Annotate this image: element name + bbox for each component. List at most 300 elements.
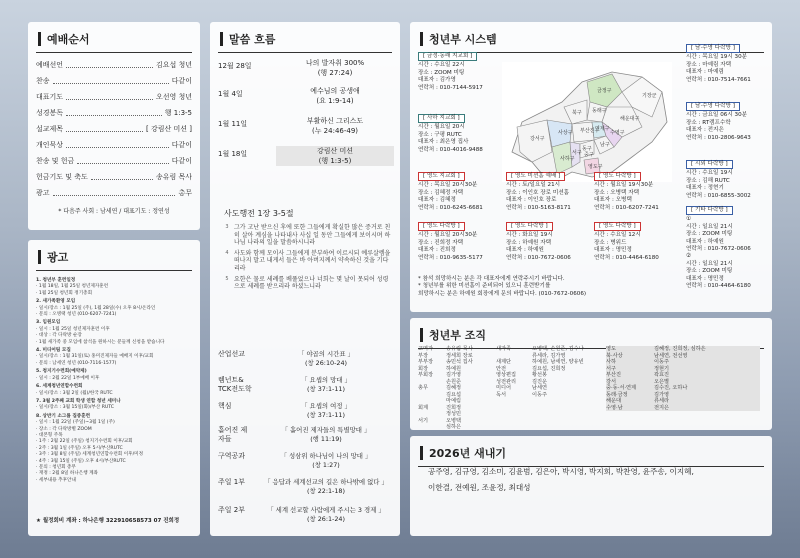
box-line: 대표자 : 김가영 [418, 77, 456, 84]
program-title-block [258, 478, 394, 496]
box-line: 시간 : 목요일 20시30분 [418, 182, 478, 189]
map-label: 동래구 [592, 108, 607, 114]
org-cell: 중·동·서·연제 [606, 385, 637, 391]
map-label: 금정구 [597, 88, 612, 94]
org-col-team [496, 346, 532, 398]
box-line: 시간 : 목요일 19시 30분 [686, 54, 748, 61]
map-label: 연제구 [595, 126, 610, 132]
org-cell: 해운대 [606, 398, 622, 404]
org-cell: 강서 [606, 378, 617, 385]
box-line: 시간 : 일요일 21시 [686, 223, 733, 230]
box-line: 시간 : 토/일요일 21시 [506, 182, 561, 189]
divider [36, 270, 192, 271]
org-cell: 김진운 [532, 378, 548, 385]
box-line: 연락처 : 010-4464-6180 [594, 254, 659, 261]
box-yeongdo-4 [418, 222, 483, 262]
ad-item: · 장소 : 각 다락방별 ZOOM [36, 426, 92, 432]
verse-number: 4 [225, 249, 229, 256]
header-bar [38, 250, 41, 264]
ad-item: 2. 새가족환영 모임 [36, 299, 76, 305]
map-label: 강서구 [530, 136, 545, 142]
map-label: 동구 [582, 146, 592, 152]
org-cell: 수영·남 [606, 404, 623, 411]
org-cell: 독서 [496, 391, 507, 398]
program-ref: (창 26:1-24) [307, 515, 345, 523]
worship-row [36, 76, 192, 86]
box-line: 대표자 : 하예원 [506, 247, 544, 254]
reading-title: 사도행전 1장 3-5절 [224, 209, 294, 218]
org-cell: 송유림 목사 [446, 346, 473, 352]
org-cell: 손원준 [446, 378, 462, 385]
map-label: 사상구 [558, 130, 573, 136]
verse-text: 그가 고난 받으신 후에 또한 그들에게 확실한 많은 증거로 친히 살아 계심을 나타내사 사십 일 동안 그들에게 보이시며 하나님 나라의 일을 말씀하시니라 [234, 224, 391, 247]
box-line: 장소 : 하예원 자택 [506, 239, 552, 246]
worship-item: 개인묵상 [36, 141, 64, 149]
org-cell: 전지은 [654, 404, 670, 411]
ad-item: · 1월 새가족 중 모임에 참석을 원하시는 분들께 신청을 받습니다 [36, 339, 165, 345]
box-line: 연락처 : 010-7672-0606 [506, 254, 571, 261]
header-bar [220, 32, 223, 46]
sermon-date: 1월 18일 [218, 150, 248, 158]
leader-dots [53, 195, 176, 196]
ad-item: · 일시 : 2월 22일 1부예배 이후 [36, 375, 100, 381]
box-line: 연락처 : 010-6207-7241 [594, 204, 659, 211]
box-line: 시간 : 월요일 20시 [418, 124, 465, 131]
ad-item: · 대상 : 각 다락방 순장 [36, 333, 82, 339]
worship-value: 오선영 청년 [155, 93, 192, 101]
org-title: 청년부 조직 [429, 329, 486, 342]
ad-item: · 2주 : 3월 1일 (주일) 오후 5시/부산RUTC [36, 445, 123, 451]
worship-item: 광고 [36, 189, 50, 197]
program-title: 「 요셉의 여정 」 [301, 402, 351, 410]
org-cell: 사하 [606, 359, 617, 365]
worship-item: 찬송 및 헌금 [36, 157, 75, 165]
ad-item: · 일시 : 1월 22일 (주일)~3월 1일 (주) [36, 420, 115, 426]
system-panel [410, 22, 772, 312]
box-title: [ 영도 다락방 ] [594, 172, 641, 181]
org-cell: 부산진 [606, 372, 622, 378]
org-cell: 영도 [606, 346, 617, 352]
org-cell: 총무 [418, 385, 429, 391]
org-cell: 부회장 [418, 372, 434, 378]
org-col-team-members [532, 346, 602, 398]
program-title: 「 요셉의 망대 」 [301, 376, 351, 384]
sermon-title: 예수님의 공생애 [310, 87, 360, 95]
box-title: [ 영도 다락방 ] [506, 222, 553, 231]
divider [36, 52, 192, 53]
box-line: 장소 : 김해 RUTC [686, 177, 730, 184]
box-line: 시간 : 일요일 21시 [686, 260, 733, 267]
box-line: ① [686, 216, 692, 223]
system-title: 청년부 시스템 [429, 33, 497, 46]
program-ref: (창 37:1-11) [307, 411, 345, 419]
system-notes [418, 276, 758, 298]
org-cell: 곽효진 [654, 372, 670, 378]
ads-title: 광고 [47, 251, 69, 264]
org-panel [410, 318, 772, 430]
org-cell: 정현기 [654, 365, 670, 372]
worship-item: 헌금기도 및 축도 [36, 173, 88, 181]
org-cell: 새가족 [496, 346, 512, 352]
program-name: 주일 1부 [218, 478, 245, 486]
verse-number: 5 [225, 275, 229, 282]
worship-header [28, 28, 200, 50]
box-line: 장소 : RT캠프수학 [686, 119, 731, 126]
box-geumjeong [418, 52, 483, 92]
leader-dots [91, 179, 153, 180]
org-cell: 미디어 [496, 385, 512, 391]
box-line: 연락처 : 010-9635-5177 [418, 254, 483, 261]
program-ref: (창 26:10-24) [304, 359, 348, 367]
ad-item: 8. 상반기 소그룹 집중훈련 [36, 413, 91, 419]
program-title: 「 흩어진 제자들의 특별망대 」 [281, 426, 371, 434]
worship-title: 예배순서 [47, 33, 90, 46]
org-cell: 북·사상 [606, 352, 623, 359]
box-line: 연락처 : 010-6855-3002 [686, 192, 751, 199]
org-cell: 김가영 [446, 372, 462, 378]
ad-item: · 문의 : 청년회 총무 [36, 464, 76, 470]
box-title: [ 영도 지교회 ] [418, 172, 465, 181]
divider [218, 52, 392, 53]
header-bar [420, 446, 423, 460]
org-cell: 오병택, 손원준, 김수나 [532, 346, 584, 352]
leader-dots [66, 67, 153, 68]
box-line: 대표자 : 오병택 [594, 197, 632, 204]
org-cell: 영상편집 [496, 372, 517, 378]
program-title-block [258, 376, 394, 394]
box-namsuyeong-2 [686, 102, 751, 142]
program-ref: (창 1:27) [312, 461, 340, 469]
map-label: 중구 [584, 152, 594, 158]
worship-row [36, 188, 192, 198]
box-line: 대표자 : 진희정 [418, 247, 456, 254]
program-title-block [258, 452, 394, 470]
program-name: 구역공과 [218, 452, 246, 460]
program-title-block [258, 506, 394, 524]
leader-dots [53, 83, 169, 84]
org-col-leaders [654, 346, 760, 411]
sermon-date: 1월 4일 [218, 90, 243, 98]
sermon-title: 나의 발자취 300% [305, 59, 365, 67]
ad-item: 3. 임원모임 [36, 320, 61, 326]
box-city [686, 160, 751, 200]
worship-note: * 다음주 사회 : 남세연 / 대표기도 : 정연성 [58, 208, 170, 215]
ad-item: · 1주 : 2월 22일 (주일) 청지기수련회 이후/교회 [36, 439, 133, 445]
org-cell: 회장 [418, 365, 429, 372]
ad-item: · 재정 : 2월 8일 하나은행 계좌 [36, 471, 98, 477]
leader-dots [66, 131, 143, 132]
sermon-panel [210, 22, 400, 536]
box-line: 연락처 : 010-7672-0606 [686, 246, 751, 253]
map-label: 수영구 [610, 130, 625, 136]
worship-item: 대표기도 [36, 93, 64, 101]
sermon-date: 12월 28일 [218, 62, 252, 70]
worship-row [36, 172, 192, 182]
ad-item: · 일시/장소 : 1월 31일(토) 홍미진제자들 예배지 이후/교회 [36, 354, 154, 360]
map-label: 북구 [572, 110, 582, 116]
org-cell: 하예원 [446, 365, 462, 372]
sermon-header [210, 28, 400, 50]
box-title: [ 남·수영 다락방 ] [686, 102, 740, 111]
org-cell: 마예림 [446, 398, 462, 404]
newcomers-panel [410, 436, 772, 536]
ad-item: · 일시 : 1월 25일 청년제자훈련 이후 [36, 326, 110, 332]
box-line: 시간 : 수요일 19시 [686, 170, 733, 177]
box-line: 시간 : 금요일 06시 30분 [686, 112, 748, 119]
program-name: 산업선교 [218, 350, 246, 358]
worship-row [36, 140, 192, 150]
box-line: 대표자 : 명민정 [594, 247, 632, 254]
program-title-block [258, 426, 394, 444]
header-bar [420, 32, 423, 46]
org-cell: 김가영 [654, 391, 670, 398]
map-label: 부산진구 [580, 128, 600, 134]
note-line: * 청년부를 위한 미션홈이 준비되어 있으니 훈련받기를 [418, 283, 551, 290]
verse-text: 사도와 함께 모이사 그들에게 분부하여 이르시되 예루살렘을 떠나지 말고 내게서 들은 바 아버지께서 약속하신 것을 기다리라 [234, 249, 391, 272]
org-cell: 정세희 장로 [446, 352, 473, 359]
org-cell: 부장 [418, 352, 429, 359]
org-col-role [418, 346, 444, 424]
program-title: 「 성삼위 하나님이 나의 망대 」 [280, 452, 372, 460]
ad-item: 4. 미디어팀 모집 [36, 348, 71, 354]
ad-item: · 문의 : 남세연 청년 (010-7116-1577) [36, 360, 117, 366]
sermon-title: 말씀 흐름 [229, 33, 276, 46]
org-cell: 김요섭 [446, 391, 462, 398]
box-line: 대표자 : 명민정 [686, 275, 724, 282]
names-line: 공주영, 김규영, 김소미, 김윤범, 김은아, 박시영, 박지희, 박찬영, 윤주송, 이지혜, [428, 467, 694, 476]
verse [220, 276, 392, 291]
map-label: 서구 [572, 150, 582, 156]
verse-number: 3 [225, 224, 229, 230]
sermon-title: 강림산 미션 [316, 147, 354, 155]
worship-value: 행 1:3-5 [164, 109, 192, 117]
worship-value: 다같이 [171, 157, 192, 165]
box-title: [ 시외 다락방 ] [686, 160, 733, 169]
sermon-ref: (누 24:46-49) [311, 127, 359, 135]
ad-item: · 1월 18일, 1월 25일 청년제자훈련 [36, 284, 109, 290]
org-cell: 김혜정, 진희정, 심하은 [654, 346, 706, 352]
org-cell: 송민석 집사 [446, 359, 473, 365]
newcomers-header [410, 442, 772, 464]
sermon-ref: (행 27:24) [317, 69, 353, 77]
box-line: 시간 : 수요일 12시 [594, 232, 641, 239]
header-bar [38, 32, 41, 46]
worship-value: 김요섭 청년 [155, 61, 192, 69]
ad-item: · 4주 : 3월 15일 (주일) 오후 4시/부산RUTC [36, 458, 126, 464]
program-name: 주일 2부 [218, 506, 245, 514]
leader-dots [66, 147, 169, 148]
box-line: ② [686, 253, 692, 260]
org-cell: 교역자 [418, 346, 434, 352]
org-cell: 진희정 [446, 404, 462, 411]
box-line: 대표자 : 최은영 집사 [418, 139, 469, 146]
box-line: 연락처 : 010-6245-6681 [418, 204, 483, 211]
worship-value: [ 강림산 미션 ] [146, 125, 192, 133]
org-cell: 하예원, 남세연, 양유빈 [532, 359, 584, 365]
box-line: 장소 : ZOOM 미팅 [418, 69, 465, 76]
box-yeongdo-5 [506, 222, 571, 262]
program-ref: (창 22:1-18) [307, 487, 345, 495]
box-title: [ 기타 다락방 ] [686, 206, 733, 215]
verses [220, 224, 392, 294]
ads-header [28, 246, 200, 268]
org-cell: 이동주 [532, 391, 548, 398]
header-bar [420, 328, 423, 342]
org-cell: 이동주 [654, 359, 670, 365]
note-line: * 참석 희망하시는 분은 각 대표자에게 연락주시기 바랍니다. [418, 276, 565, 282]
box-yeongdo-6 [594, 222, 659, 262]
org-cell: 정성민 [446, 411, 462, 417]
ads-account: ★ 월정회비 계좌 : 하나은행 322910658573 07 진희정 [36, 518, 180, 524]
org-cell: 황선봉 [532, 372, 548, 378]
program-name: 흩어진 제자들 [218, 426, 248, 443]
box-yeongdo-1 [418, 172, 483, 212]
worship-row [36, 92, 192, 102]
map-label: 남구 [600, 142, 610, 148]
sermon-date: 1월 11일 [218, 120, 248, 128]
box-line: 대표자 : 김혜정 [418, 197, 456, 204]
ads-panel [28, 240, 200, 536]
org-cell: 회계 [418, 404, 429, 411]
box-namsuyeong-1 [686, 44, 751, 84]
newcomers-names [428, 464, 758, 496]
org-cell: 서구 [606, 365, 617, 372]
ad-item: · 일시/장소 : 1월 25일 (주), 1월 28일(수) 오후 8시/온라인 [36, 305, 156, 311]
box-line: 장소 : 오병택 자택 [594, 189, 640, 196]
program-name: 핵심 [218, 402, 232, 410]
org-cell: 새제단 [496, 359, 512, 365]
worship-row [36, 60, 192, 70]
box-line: 장소 : 구평 RUTC [418, 131, 462, 138]
leader-dots [66, 99, 153, 100]
org-cell: 남세연, 전선영 [654, 352, 688, 359]
verse-text: 요한은 물로 세례를 베풀었으나 너희는 몇 날이 못되어 성령으로 세례를 받으리라 하셨느니라 [234, 275, 389, 291]
org-cell: 류세라, 김가영 [532, 352, 566, 359]
ad-item: 5. 청지기수련회(예약제) [36, 369, 87, 375]
org-cell: 류세라 [654, 398, 670, 404]
verse [220, 250, 392, 273]
org-cell: 김요섭, 진희정 [532, 365, 566, 372]
box-line: 연락처 : 010-2806-9643 [686, 134, 751, 141]
map-label: 해운대구 [620, 116, 640, 122]
ad-item: 1. 청년부 훈련일정 [36, 278, 76, 283]
org-header [410, 324, 772, 346]
box-line: 연락처 : 010-7514-7661 [686, 76, 751, 83]
sermon-title-block [276, 116, 394, 136]
box-line: 연락처 : 010-5163-8171 [506, 204, 571, 211]
ad-item: · 일시/장소 : 3월 2일 (월)/한국 RUTC [36, 390, 113, 396]
org-cell: 심하은 [446, 424, 462, 430]
org-col-name [446, 346, 490, 431]
map-label: 영도구 [588, 164, 603, 170]
org-cell: 성전관리 [496, 378, 517, 385]
box-title: [ 영도 다락방 ] [418, 222, 465, 231]
program-ref: (창 37:1-11) [307, 385, 345, 393]
ad-item: · 1월 25일 청년회 정기총회 [36, 290, 93, 296]
org-cell: 오은별 [654, 378, 670, 385]
ads-list [36, 276, 194, 484]
box-yeongdo-3 [594, 172, 659, 212]
note-line: 희망하시는 분은 하예원 회장에게 문의 바랍니다. (010-7672-0606) [418, 290, 587, 297]
box-title: [ 금정·동래 지교회 ] [418, 52, 477, 61]
sermon-title: 부활하신 그리스도 [306, 117, 364, 125]
ad-item: · 세부내용 추후안내 [36, 477, 76, 483]
org-cell: 서기 [418, 417, 429, 424]
org-cell: 김혜정 [446, 385, 462, 391]
worship-value: 다같이 [171, 77, 192, 85]
leader-dots [66, 115, 162, 116]
busan-district-map [502, 62, 672, 182]
worship-item: 찬송 [36, 77, 50, 85]
box-line: 장소 : 이인호 장로 미션홈 [506, 189, 570, 196]
ad-item: · 문의 : 오병택 청년 (010-6207-7241) [36, 312, 117, 318]
box-line: 시간 : 월요일 19시30분 [594, 182, 654, 189]
worship-item: 예배선언 [36, 61, 64, 69]
box-line: 대표자 : 이인호 장로 [506, 197, 557, 204]
sermon-ref: (요 1:9-14) [316, 97, 354, 105]
ad-item: 6. 세계청년연합수련회 [36, 384, 83, 390]
sermon-title-block [276, 58, 394, 78]
box-line: 대표자 : 하예원 [686, 238, 724, 245]
box-title: [ 사하 지교회 ] [418, 114, 465, 123]
org-cell: 안전 [496, 365, 507, 372]
org-cell: 동래·금정 [606, 391, 628, 398]
org-cell: 오병택 [446, 417, 462, 424]
worship-value: 다같이 [171, 141, 192, 149]
worship-value: 송유림 목사 [155, 173, 192, 181]
box-line: 시간 : 수요일 22시 [418, 62, 465, 69]
box-line: 연락처 : 010-7144-5917 [418, 84, 483, 91]
worship-item: 설교제목 [36, 125, 64, 133]
ad-item: · 대본형 주목 [36, 432, 63, 438]
box-line: 장소 : 마예림 자택 [686, 61, 732, 68]
box-line: 장소 : 김혜정 자택 [418, 189, 464, 196]
newcomers-title: 2026년 새내기 [429, 447, 506, 460]
box-line: 연락처 : 010-4016-9488 [418, 146, 483, 153]
sermon-title-block [276, 86, 394, 106]
sermon-title-block [276, 146, 394, 166]
program-title-block [258, 350, 394, 368]
box-line: 장소 : ZOOM 미팅 [686, 268, 733, 275]
worship-value: 총무 [178, 189, 192, 197]
org-cell: 김수진, 오하나 [654, 385, 688, 391]
ad-item: · 일시/장소 : 3월 15일(화)/부산 RUTC [36, 405, 114, 411]
worship-item: 성경봉독 [36, 109, 64, 117]
org-cell: 부부장 [418, 359, 434, 365]
box-line: 대표자 : 전지은 [686, 127, 724, 134]
box-line: 시간 : 월요일 20시30분 [418, 232, 478, 239]
program-ref: (행 11:19) [310, 435, 342, 443]
box-line: 대표자 : 정현기 [686, 185, 724, 192]
box-line: 연락처 : 010-4464-6180 [686, 283, 751, 290]
map-label: 기장군 [642, 93, 657, 99]
worship-panel [28, 22, 200, 230]
box-title: [ 영도 다락방 ] [594, 222, 641, 231]
verse [220, 224, 392, 247]
box-title: [ 남·수영 다락방 ] [686, 44, 740, 53]
program-name: 렘넌트& TCK전도학 [218, 376, 252, 393]
program-title-block [258, 402, 394, 420]
leader-dots [77, 163, 168, 164]
box-line: 장소 : 진희정 자택 [418, 239, 464, 246]
program-title: 「 응답과 세계선교의 길은 하나밖에 없다 」 [264, 478, 388, 486]
map-label: 사하구 [560, 156, 575, 162]
program-title: 「 세계 선교할 사람에게 주시는 3 경제 」 [267, 506, 385, 514]
box-title: [ 영도 미션홈 예배 ] [506, 172, 565, 181]
ad-item: · 3주 : 3월 8일 (주일) 세계청년연합수련회 이후/미정 [36, 452, 144, 458]
sermon-ref: (행 1:3-5) [318, 157, 352, 165]
box-line: 대표자 : 마예림 [686, 69, 724, 76]
